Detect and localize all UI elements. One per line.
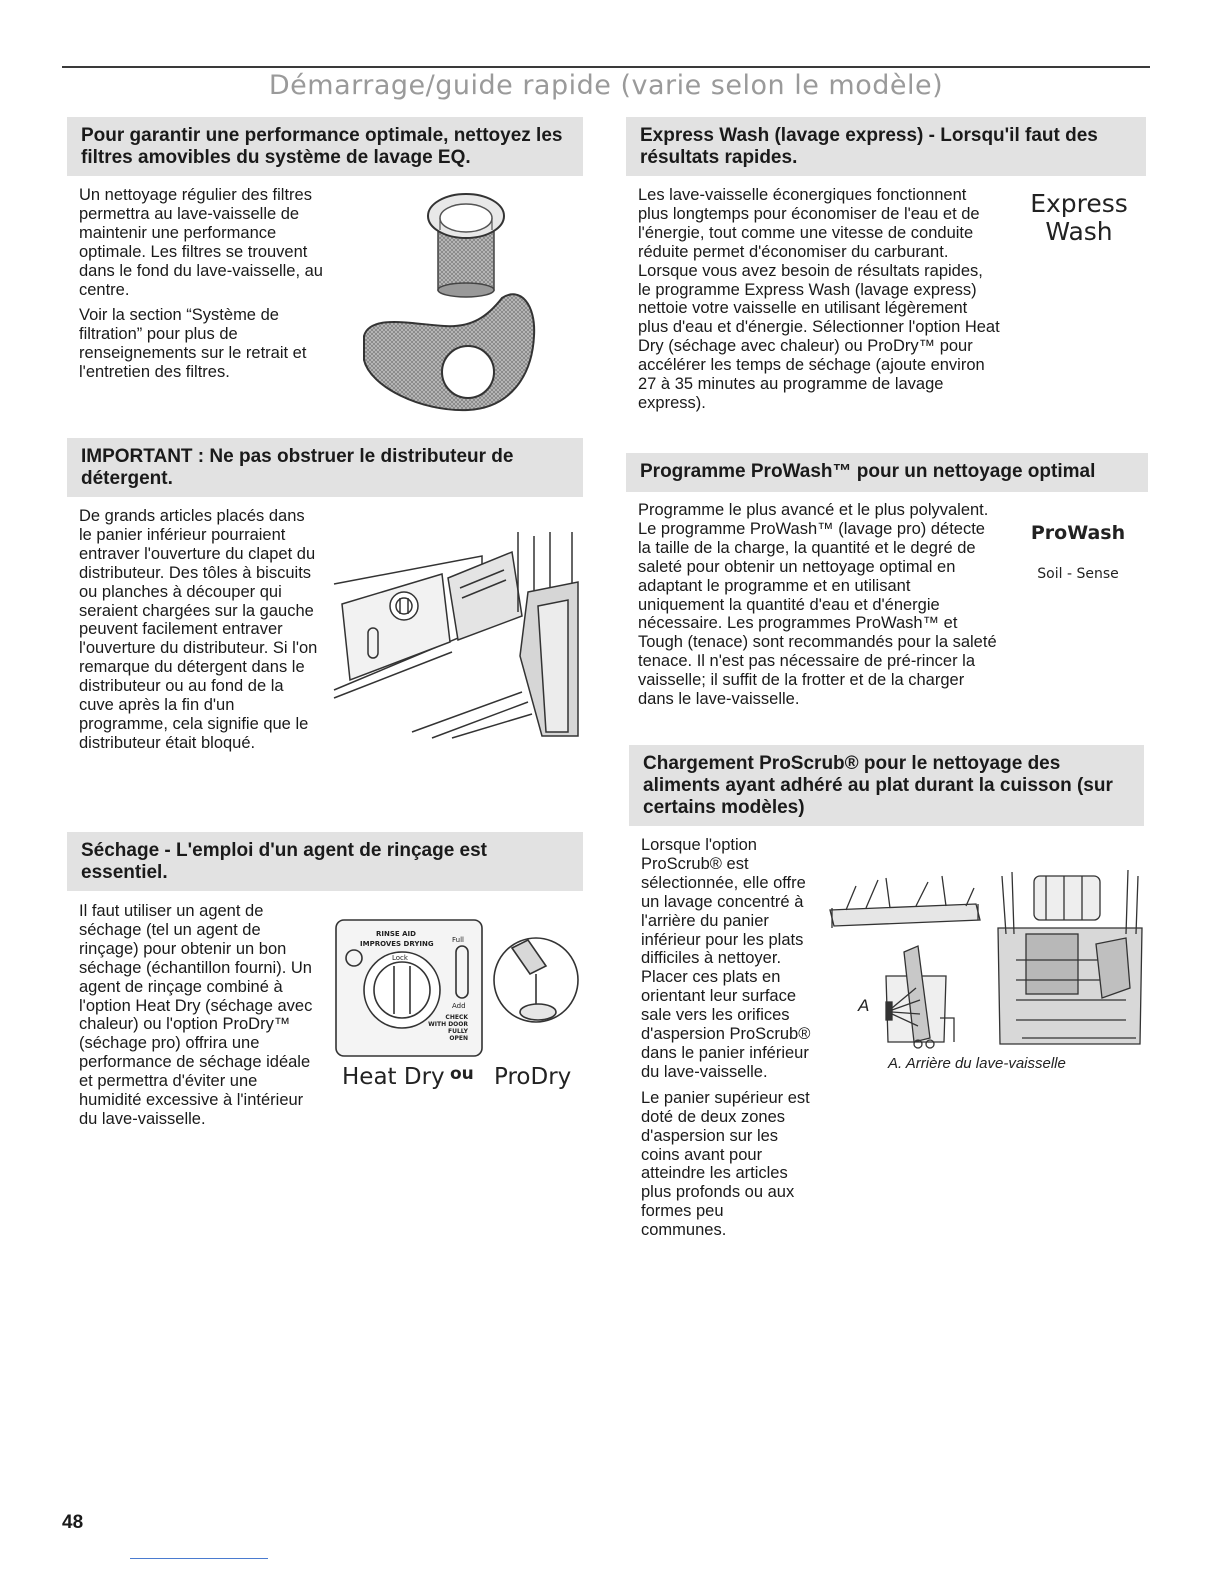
express-wash-heading: Express Wash (lavage express) - Lorsqu'il faut des résultats rapides. [626,117,1146,176]
proscrub-illustration [826,868,1144,1052]
dispenser-text [79,507,321,760]
prowash-paragraph-1: Programme le plus avancé et le plus polyvalent. Le programme ProWash™ (lavage pro) détecte la taille de la charge, la quantité et le degré de saleté pour obtenir un nettoyage optimal en adaptant le programme et en utilisant uniquement la quantité d'eau et d'énergie nécessaire. Les programmes ProWash™ et Tough (tenace) sont recommandés pour la saleté tenace. Il n'est pas nécessaire de pré-rincer la vaisselle; il suffit de la frotter et de la charger dans le lave-vaisselle. [638,501,997,709]
page-title: Démarrage/guide rapide (varie selon le modèle) [268,70,944,101]
dial-label-add: Add [452,1002,466,1010]
proscrub-text [641,836,813,1247]
rinse-aid-dispenser-illustration [332,916,582,1062]
proscrub-paragraph-1: Lorsque l'option ProScrub® est sélectionnée, elle offre un lavage concentré à l'arrière du panier inférieur pour les plats difficiles à nettoyer. Placer ces plats en orientant leur surface sale vers les orifices d'aspersion ProScrub® dans le panier inférieur du lave-vaisselle. [641,836,811,1081]
dial-label-rinse-aid: RINSE AID [376,930,416,938]
lower-rack-drawing [998,870,1142,1044]
express-label-line-1: Express [1030,189,1128,218]
filters-paragraph-2: Voir la section “Système de filtration” pour plus de renseignements sur le retrait et l'entretien des filtres. [79,306,307,382]
dial-label-full: Full [452,936,464,944]
upper-rack-drawing [830,876,980,928]
filter-illustration [340,186,540,422]
cylinder-filter [428,194,504,297]
drying-text [79,902,319,1136]
heat-dry-label: Heat Dry [342,1064,445,1090]
proscrub-heading: Chargement ProScrub® pour le nettoyage des aliments ayant adhéré au plat durant la cuisson (sur certains modèles) [629,745,1144,826]
soil-sense-label: Soil - Sense [1037,566,1119,582]
express-wash-text [638,186,1000,420]
prowash-heading: Programme ProWash™ pour un nettoyage optimal [626,453,1148,492]
page-number: 48 [62,1512,84,1533]
header-rule [62,66,1150,68]
express-label-line-2: Wash [1045,217,1113,246]
dispenser-paragraph-1: De grands articles placés dans le panier inférieur pourraient entraver l'ouverture du clapet du distributeur. Des tôles à biscuits ou planches à découper qui seraient chargées sur la gauche peuvent facilement entraver l'ouverture du distributeur. Si l'on remarque du détergent dans le distributeur ou au fond de la cuve après la fin d'un programme, cela signifie que le distributeur était bloqué. [79,507,318,752]
footer-link-line [130,1558,268,1559]
dial-label-lock: Lock [392,954,408,962]
prowash-label: ProWash [1030,522,1126,544]
dial-label-check: CHECK WITH DOOR FULLY OPEN [428,1014,468,1042]
filters-text [79,186,329,389]
or-label: ou [450,1064,474,1084]
drying-paragraph-1: Il faut utiliser un agent de séchage (tel un agent de rinçage) pour obtenir un bon séchage (échantillon fourni). Un agent de rinçage combiné à l'option Heat Dry (séchage avec chaleur) ou l'option ProDry™ (séchage pro) offrira une performance de séchage idéale et permettra d'éviter une humidité excessive à l'intérieur du lave-vaisselle. [79,902,313,1128]
prodry-label: ProDry [494,1064,572,1090]
express-wash-label [1030,190,1128,246]
filters-heading: Pour garantir une performance optimale, nettoyez les filtres amovibles du système de lavage EQ. [67,117,583,176]
callout-a: A [858,996,870,1015]
dial-label-improves: IMPROVES DRYING [360,940,434,948]
dispenser-heading: IMPORTANT : Ne pas obstruer le distributeur de détergent. [67,438,583,497]
proscrub-paragraph-2: Le panier supérieur est doté de deux zones d'aspersion sur les coins avant pour atteindre les articles plus profonds ou aux formes peu communes. [641,1088,810,1240]
dispenser-illustration [332,532,580,740]
flat-filter [364,294,534,410]
drying-heading: Séchage - L'emploi d'un agent de rinçage est essentiel. [67,832,583,891]
figure-caption: A. Arrière du lave-vaisselle [888,1055,1066,1072]
express-wash-paragraph-1: Les lave-vaisselle éconergiques fonctionnent plus longtemps pour économiser de l'eau et de l'énergie, tout comme une vitesse de conduite réduite permet d'économiser du carburant. Lorsque vous avez besoin de résultats rapides, le programme Express Wash (lavage express) nettoie votre vaisselle en utilisant légèrement plus d'eau et d'énergie. Sélectionner l'option Heat Dry (séchage avec chaleur) ou ProDry™ pour accélérer les temps de séchage (ajoute environ 27 à 35 minutes au programme de lavage express). [638,186,1000,412]
filters-paragraph-1: Un nettoyage régulier des filtres permettra au lave-vaisselle de maintenir une performance optimale. Les filtres se trouvent dans le fond du lave-vaisselle, au centre. [79,186,323,299]
prowash-text [638,501,998,716]
plate-position-drawing [886,946,954,1048]
